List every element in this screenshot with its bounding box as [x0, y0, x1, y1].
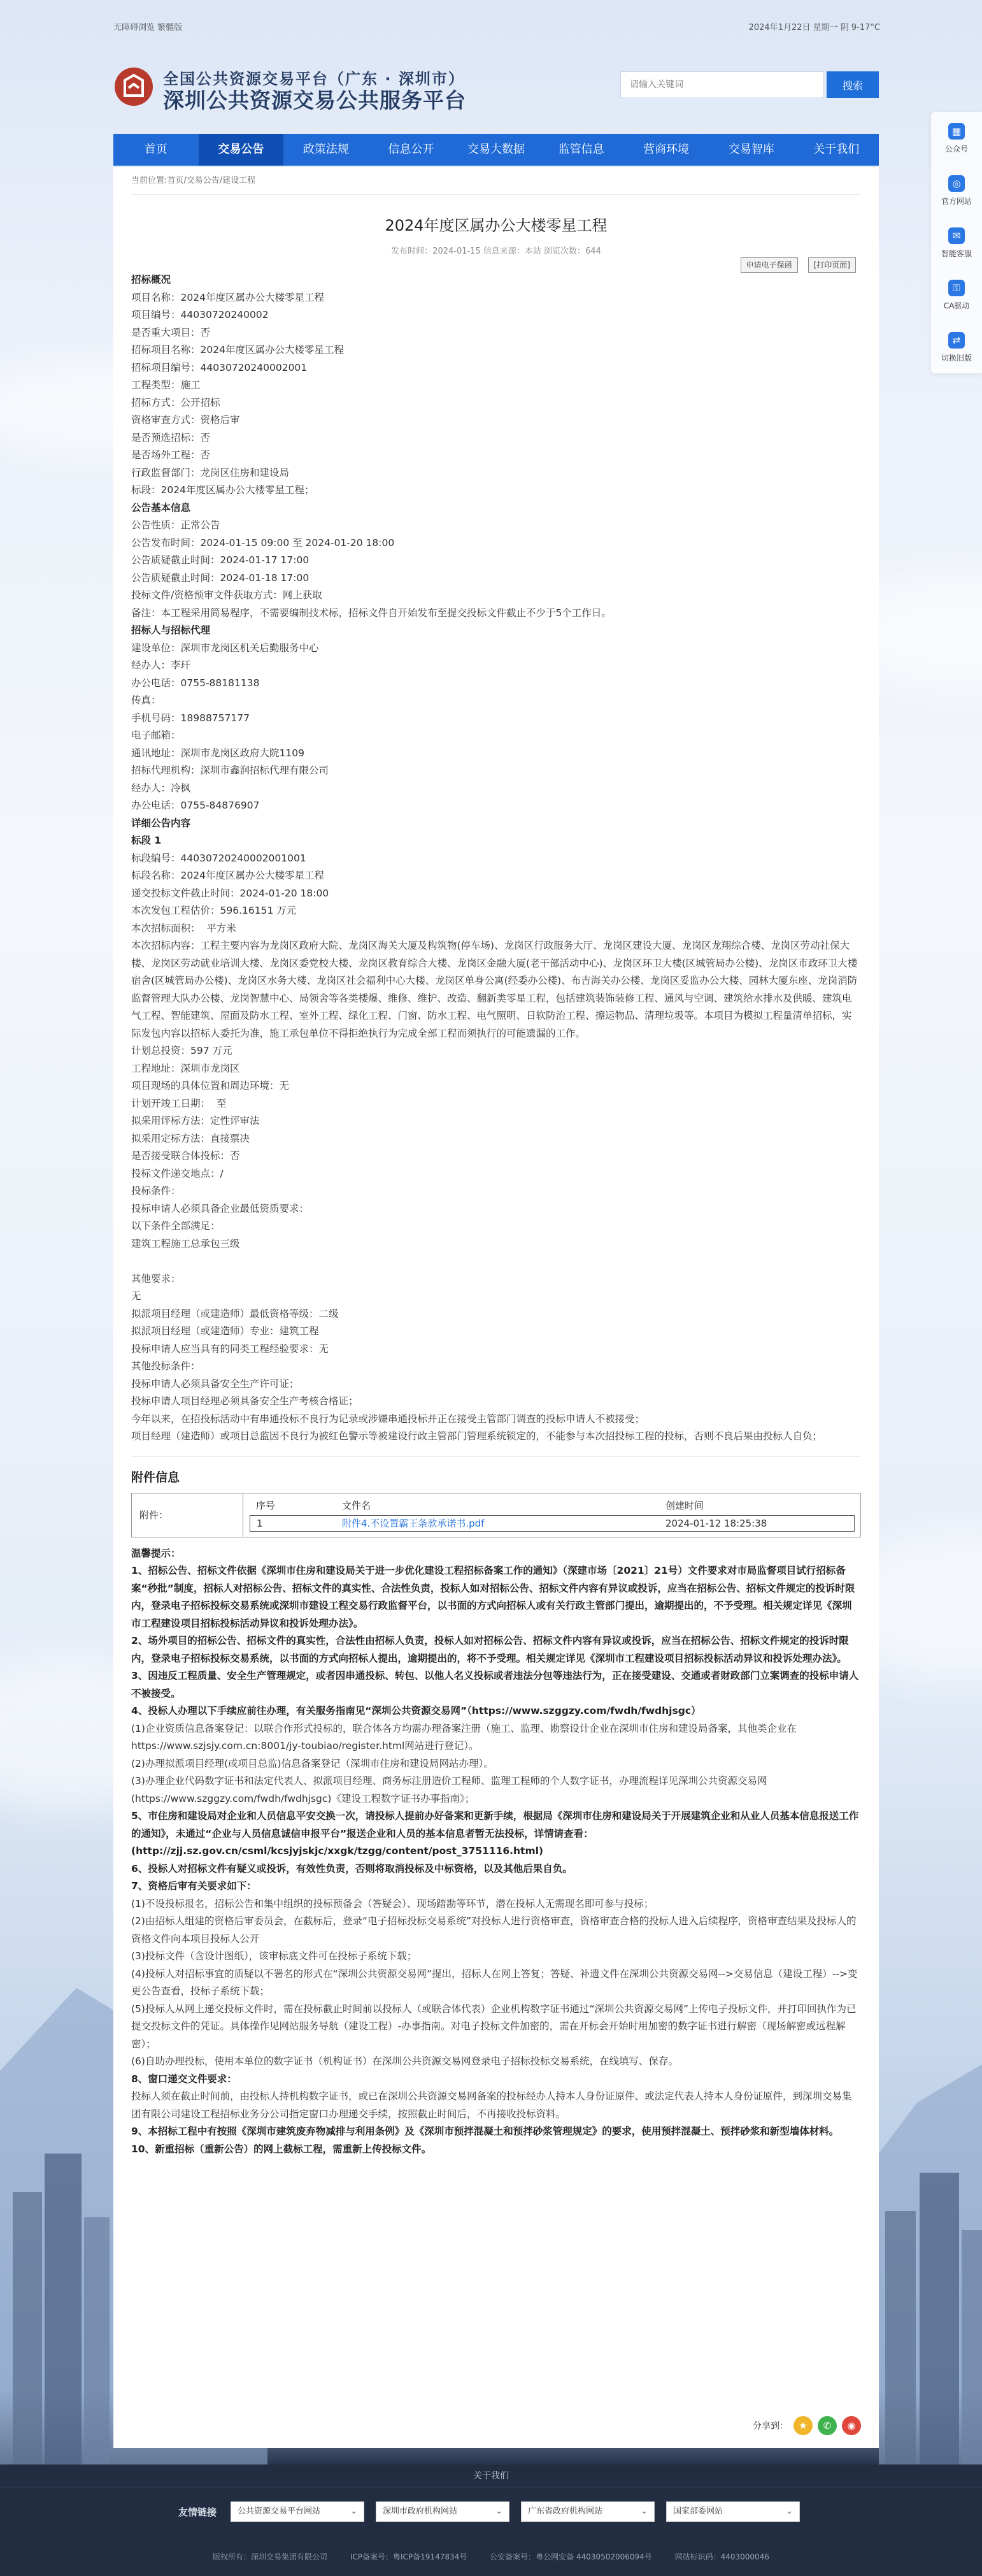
col-no: 序号 — [256, 1499, 276, 1511]
content-line: 通讯地址：深圳市龙岗区政府大院1109 — [131, 747, 304, 759]
tip-item: 8、窗口递交文件要求： — [131, 2073, 237, 2085]
content-line: 投标申请人项目经理必须具备安全生产考核合格证； — [131, 1395, 359, 1407]
content-line: 工程地址：深圳市龙岗区 — [131, 1062, 240, 1074]
nav-about[interactable]: 关于我们 — [813, 143, 860, 156]
tip-item: (2)由招标人组建的资格后审委员会，在截标后，登录“电子招标投标交易系统”对投标人进行资格审查，资格审查合格的投标人进入后续程序，资格审查结果及投标人的资格文件向本项目投标人公开 — [131, 1915, 857, 1945]
content-line: 今年以来，在招投标活动中有串通投标不良行为记录或涉嫌串通投标并正在接受主管部门调查的投标申请人不被接受； — [131, 1413, 645, 1425]
content-line: 递交投标文件截止时间：2024-01-20 18:00 — [131, 887, 329, 899]
main-nav — [113, 134, 879, 166]
row-no: 1 — [257, 1517, 263, 1529]
content-line: 无 — [131, 1290, 141, 1302]
footer-info — [0, 2551, 982, 2562]
nav-think-tank[interactable]: 交易智库 — [728, 143, 774, 156]
content-line: 本次招标内容：工程主要内容为龙岗区政府大院、龙岗区海关大厦及构筑物(停车场)、龙岗区行政服务大厅、龙岗区建设大厦、龙岗区龙翔综合楼、龙岗区劳动社保大楼、龙岗区劳动就业培训大楼、龙岗区委党校大楼、龙岗区教育综合大楼、龙岗区金融大厦(老干部活动中心)、龙岗区环卫大楼(区城管局办公楼)、龙岗区市政环卫大楼宿舍(区城管局办公楼)、龙岗区水务大楼、龙岗区社会福利中心大楼、龙岗区单身公寓(经委办公楼)、布吉海关办公楼、龙岗区妥监办公大楼、园林大厦东座、龙岗消防监督管理大队办公楼、龙岗智慧中心、局领舍等各类楼爆、维修、维护、改造、翻新类零星工程，包括建筑装饰装修工程、通风与空调、建筑给水排水及供暖、建筑电气工程、智能建筑、屋面及防水工程、室外工程、绿化工程、门窗、防水工程、电气照明、日软防治工程、擦运物品、清理垃圾等。本项目为模拟工程量清单招标，实际发包内容以招标人委托为准，施工承包单位不得拒绝执行为完成全部工程而须执行的可能遗漏的工作。 — [131, 940, 858, 1039]
rightbar-label: 切换旧版 — [941, 353, 972, 363]
content-line: 办公电话：0755-88181138 — [131, 677, 260, 689]
tip-item: 5、市住房和建设局对企业和人员信息平安交换一次，请投标人提前办好备案和更新手续，根据局《深圳市住房和建设局关于开展建筑企业和从业人员基本信息报送工作的通知》，未通过“企业与人员信息诚信申报平台”报送企业和人员的基本信息者暂无法投标，详情请查看：(http://zjj.sz.gov.cn/csml/kcsjyjskjc/xxgk/tzgg/content/post_3751116.html) — [131, 1810, 859, 1857]
top-bar — [0, 0, 982, 52]
friend-link-select[interactable]: 深圳市政府机构网站 ⌄ — [376, 2501, 509, 2522]
content-line: 公告性质：正常公告 — [131, 519, 220, 531]
rightbar-label: CA驱动 — [943, 301, 970, 310]
content-line: 行政监督部门：龙岗区住房和建设局 — [131, 466, 290, 479]
content-line: 投标申请人应当具有的同类工程经验要求：无 — [131, 1342, 329, 1355]
tip-item: 1、招标公告、招标文件依据《深圳市住房和建设局关于进一步优化建设工程招标备案工作的通知》（深建市场〔2021〕21号）文件要求对市局监督项目试行招标备案“秒批”制度，招标人对招标公告、招标文件的真实性、合法性负责，投标人如对招标公告、招标文件内容有异议或投诉，应当在招标公告、招标文件规定的投诉时限内，登录电子招标投标交易系统或深圳市建设工程交易行政监督平台，以书面的方式向招标人或有关行政主管部门提出，逾期提出的，不予受理。相关规定详见《深圳市工程建设项目招标投标活动异议和投诉处理办法》。 — [131, 1565, 855, 1629]
tips-section — [131, 1545, 861, 2159]
tip-item: 4、投标人办理以下手续应前往办理，有关服务指南见“深圳公共资源交易网”（https://www.szggzy.com/fwdh/fwdhjsgc） — [131, 1705, 701, 1716]
tip-item: (3)投标文件（含设计图纸），该审标底文件可在投标子系统下载； — [131, 1950, 417, 1962]
rightbar-label: 智能客服 — [941, 248, 972, 258]
tip-item: 9、本招标工程中有按照《深圳市建筑废弃物减排与利用条例》及《深圳市预拌混凝土和预拌砂浆管理规定》的要求，使用预拌混凝土、预拌砂浆和新型墙体材料。 — [131, 2126, 839, 2137]
content-line: 其他投标条件： — [131, 1360, 201, 1372]
content-line: 办公电话：0755-84876907 — [131, 800, 260, 811]
content-line: 标段名称：2024年度区属办公大楼零星工程 — [131, 870, 324, 881]
content-line: 招标方式：公开招标 — [131, 396, 220, 408]
content-line: 是否场外工程：否 — [131, 449, 211, 461]
nav-home[interactable]: 首页 — [144, 143, 167, 156]
tip-item: (1)不设投标报名，招标公告和集中组织的投标预备会（答疑会）、现场踏勘等环节，潜在投标人无需现名即可参与投标； — [131, 1897, 654, 1910]
search-button[interactable]: 搜索 — [827, 71, 879, 98]
footer-copyright: 版权所有：深圳交易集团有限公司 — [213, 2552, 328, 2561]
rightbar-label: 公众号 — [944, 144, 968, 154]
content-line: 项目编号：44030720240002 — [131, 309, 269, 320]
content-line: 其他要求： — [131, 1272, 181, 1284]
content-line: 拟派项目经理（或建造师）专业：建筑工程 — [131, 1325, 319, 1337]
table-row — [250, 1515, 855, 1532]
content-line: 计划总投资：597 万元 — [131, 1045, 232, 1056]
tip-item: 投标人须在截止时间前，由投标人持机构数字证书，或已在深圳公共资源交易网备案的投标经办人持本人身份证原件、或法定代表人持本人身份证原件，到深圳交易集团有限公司建设工程招标业务分公司指定窗口办理递交手续，按照截止时间后，不再接收投标资料。 — [131, 2090, 852, 2120]
rightbar-old-version[interactable] — [931, 321, 982, 373]
divider — [131, 1456, 861, 1457]
attachment-section-title: 附件信息 — [131, 1470, 180, 1485]
tip-item: (5)投标人从网上递交投标文件时，需在投标截止时间前以投标人（或联合体代表）企业机构数字证书通过“深圳公共资源交易网”上传电子投标文件，并打印回执作为已提交投标文件的凭证。具体操作见网站服务导航（建设工程）-办事指南。对电子投标文件加密的，需在开标会开始时用加密的数字证书进行解密（现场解密或远程解密）； — [131, 2003, 857, 2050]
content-line: 是否预选招标：否 — [131, 431, 211, 443]
content-line: 公告质疑截止时间：2024-01-17 17:00 — [131, 554, 310, 566]
chevron-down-icon: ⌄ — [350, 2507, 358, 2516]
nav-big-data[interactable]: 交易大数据 — [467, 143, 525, 156]
nav-supervision[interactable]: 监管信息 — [558, 143, 604, 156]
section-heading: 招标概况 — [131, 274, 171, 285]
content-line: 投标申请人必须具备企业最低资质要求： — [131, 1202, 310, 1214]
announcement-content — [131, 271, 861, 1446]
chat-icon: ✉ — [948, 227, 965, 244]
switch-icon: ⇄ — [948, 332, 965, 349]
content-line: 投标条件： — [131, 1185, 181, 1197]
content-line: 招标项目名称：2024年度区属办公大楼零星工程 — [131, 344, 344, 356]
footer — [0, 2464, 982, 2576]
content-line: 公告发布时间：2024-01-15 09:00 至 2024-01-20 18:00 — [131, 536, 395, 549]
logo-icon — [113, 66, 154, 107]
right-float-bar — [931, 112, 982, 373]
content-line: 本次招标面积： 平方米 — [131, 922, 236, 934]
content-line: 手机号码：18988757177 — [131, 712, 250, 724]
nav-disclosure[interactable]: 信息公开 — [388, 143, 434, 156]
tip-item: 10、新重招标（重新公告）的网上截标工程，需重新上传投标文件。 — [131, 2143, 432, 2155]
content-line: 拟采用定标方法：直接票决 — [131, 1132, 250, 1144]
qzone-share-icon[interactable]: ★ — [793, 2416, 813, 2435]
friend-links-label: 友情链接 — [178, 2506, 217, 2518]
tip-item: (4)投标人对招标事宜的质疑以不署名的形式在“深圳公共资源交易网”提出，招标人在网上答复；答疑、补遗文件在深圳公共资源交易网-->交易信息（建设工程）-->变更公告查看，投标子系统下载； — [131, 1968, 858, 1997]
row-created: 2024-01-12 18:25:38 — [665, 1517, 767, 1529]
content-line: 是否重大项目：否 — [131, 326, 211, 338]
friend-link-select[interactable]: 公共资源交易平台网站 ⌄ — [231, 2501, 364, 2522]
weibo-share-icon[interactable]: ◉ — [842, 2416, 861, 2435]
content-line: 拟派项目经理（或建造师）最低资格等级：二级 — [131, 1307, 339, 1320]
logo-title-line2: 深圳公共资源交易公共服务平台 — [163, 88, 466, 113]
tip-item: 6、投标人对招标文件有疑义或投诉，有效性负责，否则将取消投标及中标资格，以及其他后果自负。 — [131, 1862, 573, 1874]
content-line: 项目名称：2024年度区属办公大楼零星工程 — [131, 291, 324, 303]
chevron-down-icon: ⌄ — [641, 2507, 648, 2516]
footer-site-code: 网站标识码：4403000046 — [674, 2552, 769, 2561]
section-heading: 公告基本信息 — [131, 501, 191, 514]
col-filename: 文件名 — [342, 1499, 371, 1511]
content-line: 投标文件/资格预审文件获取方式：网上获取 — [131, 589, 322, 601]
qrcode-icon: ▦ — [948, 123, 965, 140]
attachment-label: 附件： — [132, 1493, 243, 1537]
rightbar-ca-driver[interactable] — [931, 269, 982, 321]
attachment-link[interactable]: 附件4.不设置霸王条款承诺书.pdf — [342, 1517, 485, 1529]
share-label: 分享到： — [753, 2421, 788, 2431]
globe-icon: ◎ — [948, 175, 965, 192]
content-line: 备注：本工程采用简易程序，不需要编制技术标，招标文件自开始发布至提交投标文件截止不少于5个工作日。 — [131, 607, 611, 619]
content-line: 招标项目编号：44030720240002001 — [131, 361, 308, 373]
key-icon: ⚿ — [948, 280, 965, 296]
friend-link-select[interactable]: 国家部委网站 ⌄ — [666, 2501, 800, 2522]
friend-links — [178, 2501, 800, 2522]
tip-item: (6)自助办理投标，使用本单位的数字证书（机构证书）在深圳公共资源交易网登录电子招标投标交易系统，在线填写、保存。 — [131, 2055, 678, 2067]
tips-title: 温馨提示： — [131, 1547, 181, 1559]
rightbar-official-account[interactable] — [931, 112, 982, 164]
content-line: 拟采用评标方法：定性评审法 — [131, 1115, 260, 1126]
tip-item: (2)办理拟派项目经理(或项目总监)信息备案登记（深圳市住房和建设局网站办理）。 — [131, 1757, 494, 1769]
section-heading: 标段 1 — [131, 835, 162, 846]
content-line: 电子邮箱： — [131, 730, 181, 741]
footer-police[interactable]: 公安备案号：粤公网安备 44030502006094号 — [490, 2552, 652, 2561]
content-line: 公告质疑截止时间：2024-01-18 17:00 — [131, 572, 310, 584]
logo-title-line1: 全国公共资源交易平台（广东 · 深圳市） — [163, 70, 465, 88]
footer-icp[interactable]: ICP备案号：粤ICP备19147834号 — [350, 2552, 467, 2561]
content-line: 项目经理（建造师）或项目总监因不良行为被红色警示等被建设行政主管部门管理系统锁定的，不能参与本次招投标工程的投标，否则不良后果由投标人自负； — [131, 1430, 823, 1442]
site-header — [113, 62, 879, 113]
tip-item: 3、因违反工程质量、安全生产管理规定，或者因串通投标、转包、以他人名义投标或者违法分包等违法行为，正在接受建设、交通或者财政部门立案调查的投标申请人不被接受。 — [131, 1670, 859, 1699]
nav-business-env[interactable]: 营商环境 — [643, 143, 690, 156]
content-line: 计划开竣工日期： 至 — [131, 1097, 227, 1109]
content-line: 招标代理机构：深圳市鑫润招标代理有限公司 — [131, 765, 329, 776]
share-bar — [753, 2416, 861, 2435]
content-line: 建设单位：深圳市龙岗区机关后勤服务中心 — [131, 642, 319, 654]
breadcrumb[interactable]: 当前位置:首页/交易公告/建设工程 — [131, 167, 861, 195]
footer-about-link[interactable]: 关于我们 — [0, 2464, 982, 2487]
content-line: 资格审查方式：资格后审 — [131, 414, 240, 426]
rightbar-official-site[interactable] — [931, 164, 982, 217]
content-line: 投标申请人必须具备安全生产许可证； — [131, 1378, 299, 1390]
friend-link-select[interactable]: 广东省政府机构网站 ⌄ — [521, 2501, 655, 2522]
attachment-table — [131, 1493, 861, 1537]
date-weather: 2024年1月22日 星期一 阴 9-17°C — [748, 23, 880, 32]
content-line: 本次发包工程估价：596.16151 万元 — [131, 905, 297, 916]
accessibility-links[interactable]: 无障碍浏览 繁體版 — [113, 23, 183, 32]
article-panel — [113, 167, 879, 2448]
section-heading: 招标人与招标代理 — [131, 624, 211, 636]
content-line: 工程类型：施工 — [131, 379, 201, 391]
page-meta: 发布时间：2024-01-15 信息来源：本站 浏览次数：644 — [391, 247, 601, 256]
content-line: 经办人：李玕 — [131, 659, 191, 671]
search-input[interactable] — [620, 71, 824, 98]
content-line: 投标文件递交地点：/ — [131, 1167, 224, 1179]
page-title: 2024年度区属办公大楼零星工程 — [385, 217, 608, 234]
apply-guarantee-button[interactable]: 申请电子保函 — [741, 257, 798, 273]
tip-item: (1)企业资质信息备案登记：以联合作形式投标的，联合体各方均需办理备案注册（施工、监理、勘察设计企业在深圳市住房和建设局备案，其他类企业在https://www.szjsjy.com.cn:8001/jy-toubiao/register.html网站进行登记）。 — [131, 1722, 797, 1752]
section-heading: 详细公告内容 — [131, 817, 191, 829]
content-line: 是否接受联合体投标：否 — [131, 1150, 240, 1162]
rightbar-customer-service[interactable] — [931, 217, 982, 269]
col-created: 创建时间 — [665, 1499, 704, 1511]
tip-item: (3)办理企业代码数字证书和法定代表人、拟派项目经理、商务标注册造价工程师、监理工程师的个人数字证书，办理流程详见深圳公共资源交易网(https://www.szggzy.com/fwdh/fwdhjsgc)《建设工程数字证书办事指南》； — [131, 1775, 767, 1804]
content-line: 标段：2024年度区属办公大楼零星工程； — [131, 484, 315, 496]
chevron-down-icon: ⌄ — [495, 2507, 503, 2516]
content-line: 传真： — [131, 694, 161, 706]
content-line: 经办人：冷枫 — [131, 782, 191, 794]
nav-announcements[interactable]: 交易公告 — [199, 134, 284, 166]
content-line — [131, 1253, 861, 1270]
print-button[interactable]: [打印页面] — [808, 257, 856, 273]
content-line: 标段编号：44030720240002001001 — [131, 852, 306, 864]
content-line: 项目现场的具体位置和周边环境：无 — [131, 1080, 290, 1091]
content-line: 建筑工程施工总承包三级 — [131, 1237, 240, 1249]
tip-item: 7、资格后审有关要求如下： — [131, 1880, 257, 1892]
nav-policies[interactable]: 政策法规 — [302, 143, 349, 156]
content-line: 以下条件全部满足： — [131, 1220, 220, 1232]
wechat-share-icon[interactable]: ✆ — [818, 2416, 837, 2435]
chevron-down-icon: ⌄ — [786, 2507, 793, 2516]
rightbar-label: 官方网站 — [941, 196, 972, 206]
tip-item: 2、场外项目的招标公告、招标文件的真实性，合法性由招标人负责，投标人如对招标公告、招标文件内容有异议或投诉，应当在招标公告、招标文件规定的投诉时限内，登录电子招标投标交易系统，以书面的方式向招标人提出，逾期提出的，将不予受理。相关规定详见《深圳市工程建设项目招标投标活动异议和投诉处理办法》。 — [131, 1635, 849, 1664]
